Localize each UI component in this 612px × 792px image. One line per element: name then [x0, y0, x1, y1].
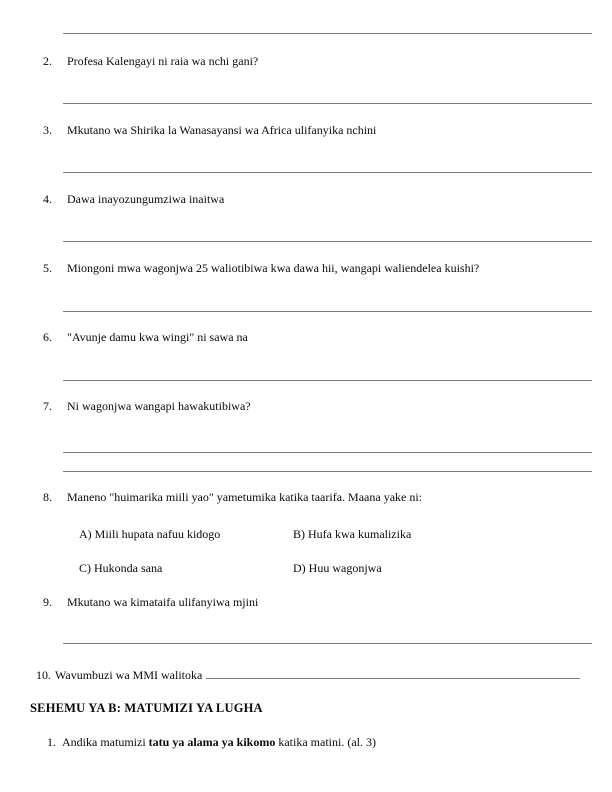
- question-text: Dawa inayozungumziwa inaitwa: [67, 192, 225, 206]
- question-number: 10.: [36, 668, 51, 682]
- question-number: 5.: [43, 261, 52, 275]
- question-text: Mkutano wa kimataifa ulifanyiwa mjini: [67, 595, 259, 609]
- q8-options-row-1: [79, 527, 579, 542]
- section-b-question-1: [47, 735, 587, 750]
- answer-line: [63, 33, 592, 34]
- question-text-bold: tatu ya alama ya kikomo: [148, 735, 276, 749]
- question-text: Miongoni mwa wagonjwa 25 waliotibiwa kwa dawa hii, wangapi waliendelea kuishi?: [67, 261, 480, 275]
- answer-line: [63, 172, 592, 173]
- question-3: [43, 123, 588, 138]
- q8-options-row-2: [79, 561, 579, 576]
- answer-line: [63, 380, 592, 381]
- question-text: "Avunje damu kwa wingi" ni sawa na: [67, 330, 248, 344]
- option-d: D) Huu wagonjwa: [293, 561, 382, 575]
- question-10: [36, 666, 580, 683]
- question-number: 3.: [43, 123, 52, 137]
- option-a: A) Miili hupata nafuu kidogo: [79, 527, 221, 541]
- option-b: B) Hufa kwa kumalizika: [293, 527, 412, 541]
- question-4: [43, 192, 588, 207]
- section-b-heading: SEHEMU YA B: MATUMIZI YA LUGHA: [30, 701, 263, 715]
- question-text: Ni wagonjwa wangapi hawakutibiwa?: [67, 399, 251, 413]
- question-number: 2.: [43, 54, 52, 68]
- question-8: [43, 490, 588, 505]
- question-number: 1.: [47, 735, 56, 749]
- question-text-suffix: katika matini. (al. 3): [275, 735, 376, 749]
- question-number: 4.: [43, 192, 52, 206]
- question-text-prefix: Andika matumizi: [62, 735, 149, 749]
- answer-line: [63, 103, 592, 104]
- question-5: [43, 261, 588, 276]
- answer-line-inline: [206, 666, 580, 679]
- option-c: C) Hukonda sana: [79, 561, 163, 575]
- question-number: 8.: [43, 490, 52, 504]
- question-6: [43, 330, 588, 345]
- question-number: 6.: [43, 330, 52, 344]
- question-text: Wavumbuzi wa MMI walitoka: [55, 668, 203, 682]
- question-text: Maneno "huimarika miili yao" yametumika katika taarifa. Maana yake ni:: [67, 490, 423, 504]
- question-9: [43, 595, 588, 610]
- question-7: [43, 399, 588, 414]
- answer-line: [63, 241, 592, 242]
- answer-line: [63, 452, 592, 453]
- question-text: Mkutano wa Shirika la Wanasayansi wa Africa ulifanyika nchini: [67, 123, 377, 137]
- answer-line: [63, 471, 592, 472]
- answer-line: [63, 643, 592, 644]
- question-number: 9.: [43, 595, 52, 609]
- answer-line: [63, 311, 592, 312]
- question-text: Profesa Kalengayi ni raia wa nchi gani?: [67, 54, 259, 68]
- question-number: 7.: [43, 399, 52, 413]
- question-2: [43, 54, 588, 69]
